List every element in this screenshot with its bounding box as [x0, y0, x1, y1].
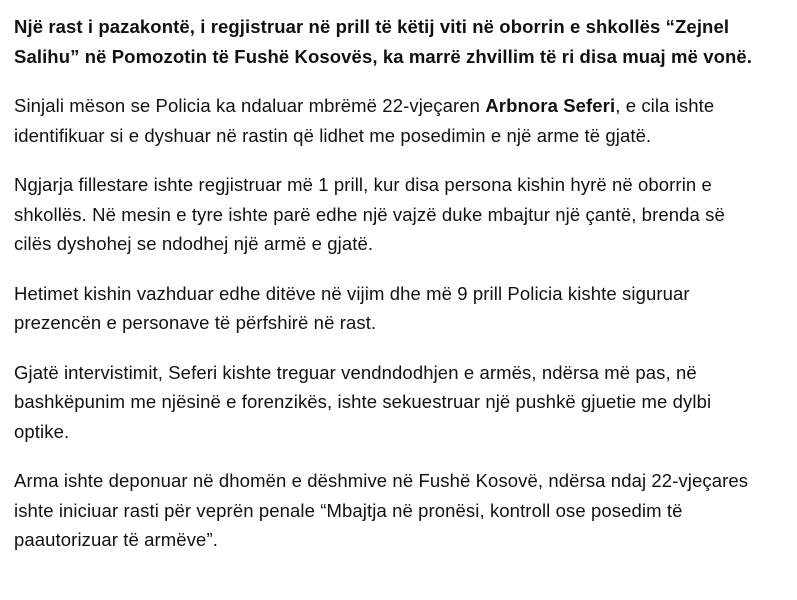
suspect-name: Arbnora Seferi — [485, 95, 616, 116]
paragraph-1-text-after: , e cila ishte identifikuar si e dyshuar në rastin që lidhet me posedimin e një arme të gjatë. — [14, 95, 715, 146]
article-paragraph-4: Gjatë intervistimit, Seferi kishte treguar vendndodhjen e armës, ndërsa më pas, në bashkëpunim me njësinë e forenzikës, ishte sekuestruar një pushkë gjuetie me dylbi optike. — [14, 361, 712, 442]
article-paragraph-2: Ngjarja fillestare ishte regjistruar më 1 prill, kur disa persona kishin hyrë në oborrin e shkollës. Në mesin e tyre ishte parë edhe një vajzë duke mbajtur një çantë, brenda së cilës dyshohej se ndodhej një armë e gjatë. — [14, 174, 725, 254]
article-paragraph-1 — [14, 91, 767, 150]
article-paragraph-3: Hetimet kishin vazhduar edhe ditëve në vijim dhe më 9 prill Policia kishte siguruar prezencën e personave të përfshirë në rast. — [14, 282, 690, 333]
article-lead: Një rast i pazakontë, i regjistruar në prill të këtij viti në oborrin e shkollës “Zejnel Salihu” në Pomozotin të Fushë Kosovës, ka marrë zhvillim të ri disa muaj më vonë. — [14, 16, 753, 67]
article-paragraph-5: Arma ishte deponuar në dhomën e dëshmive në Fushë Kosovë, ndërsa ndaj 22-vjeçares ishte iniciuar rasti për veprën penale “Mbajtja në pronësi, kontroll ose posedim të paautorizuar të armëve”. — [14, 470, 749, 550]
paragraph-1-text-before: Sinjali mëson se Policia ka ndaluar mbrëmë 22-vjeçaren — [14, 95, 486, 116]
